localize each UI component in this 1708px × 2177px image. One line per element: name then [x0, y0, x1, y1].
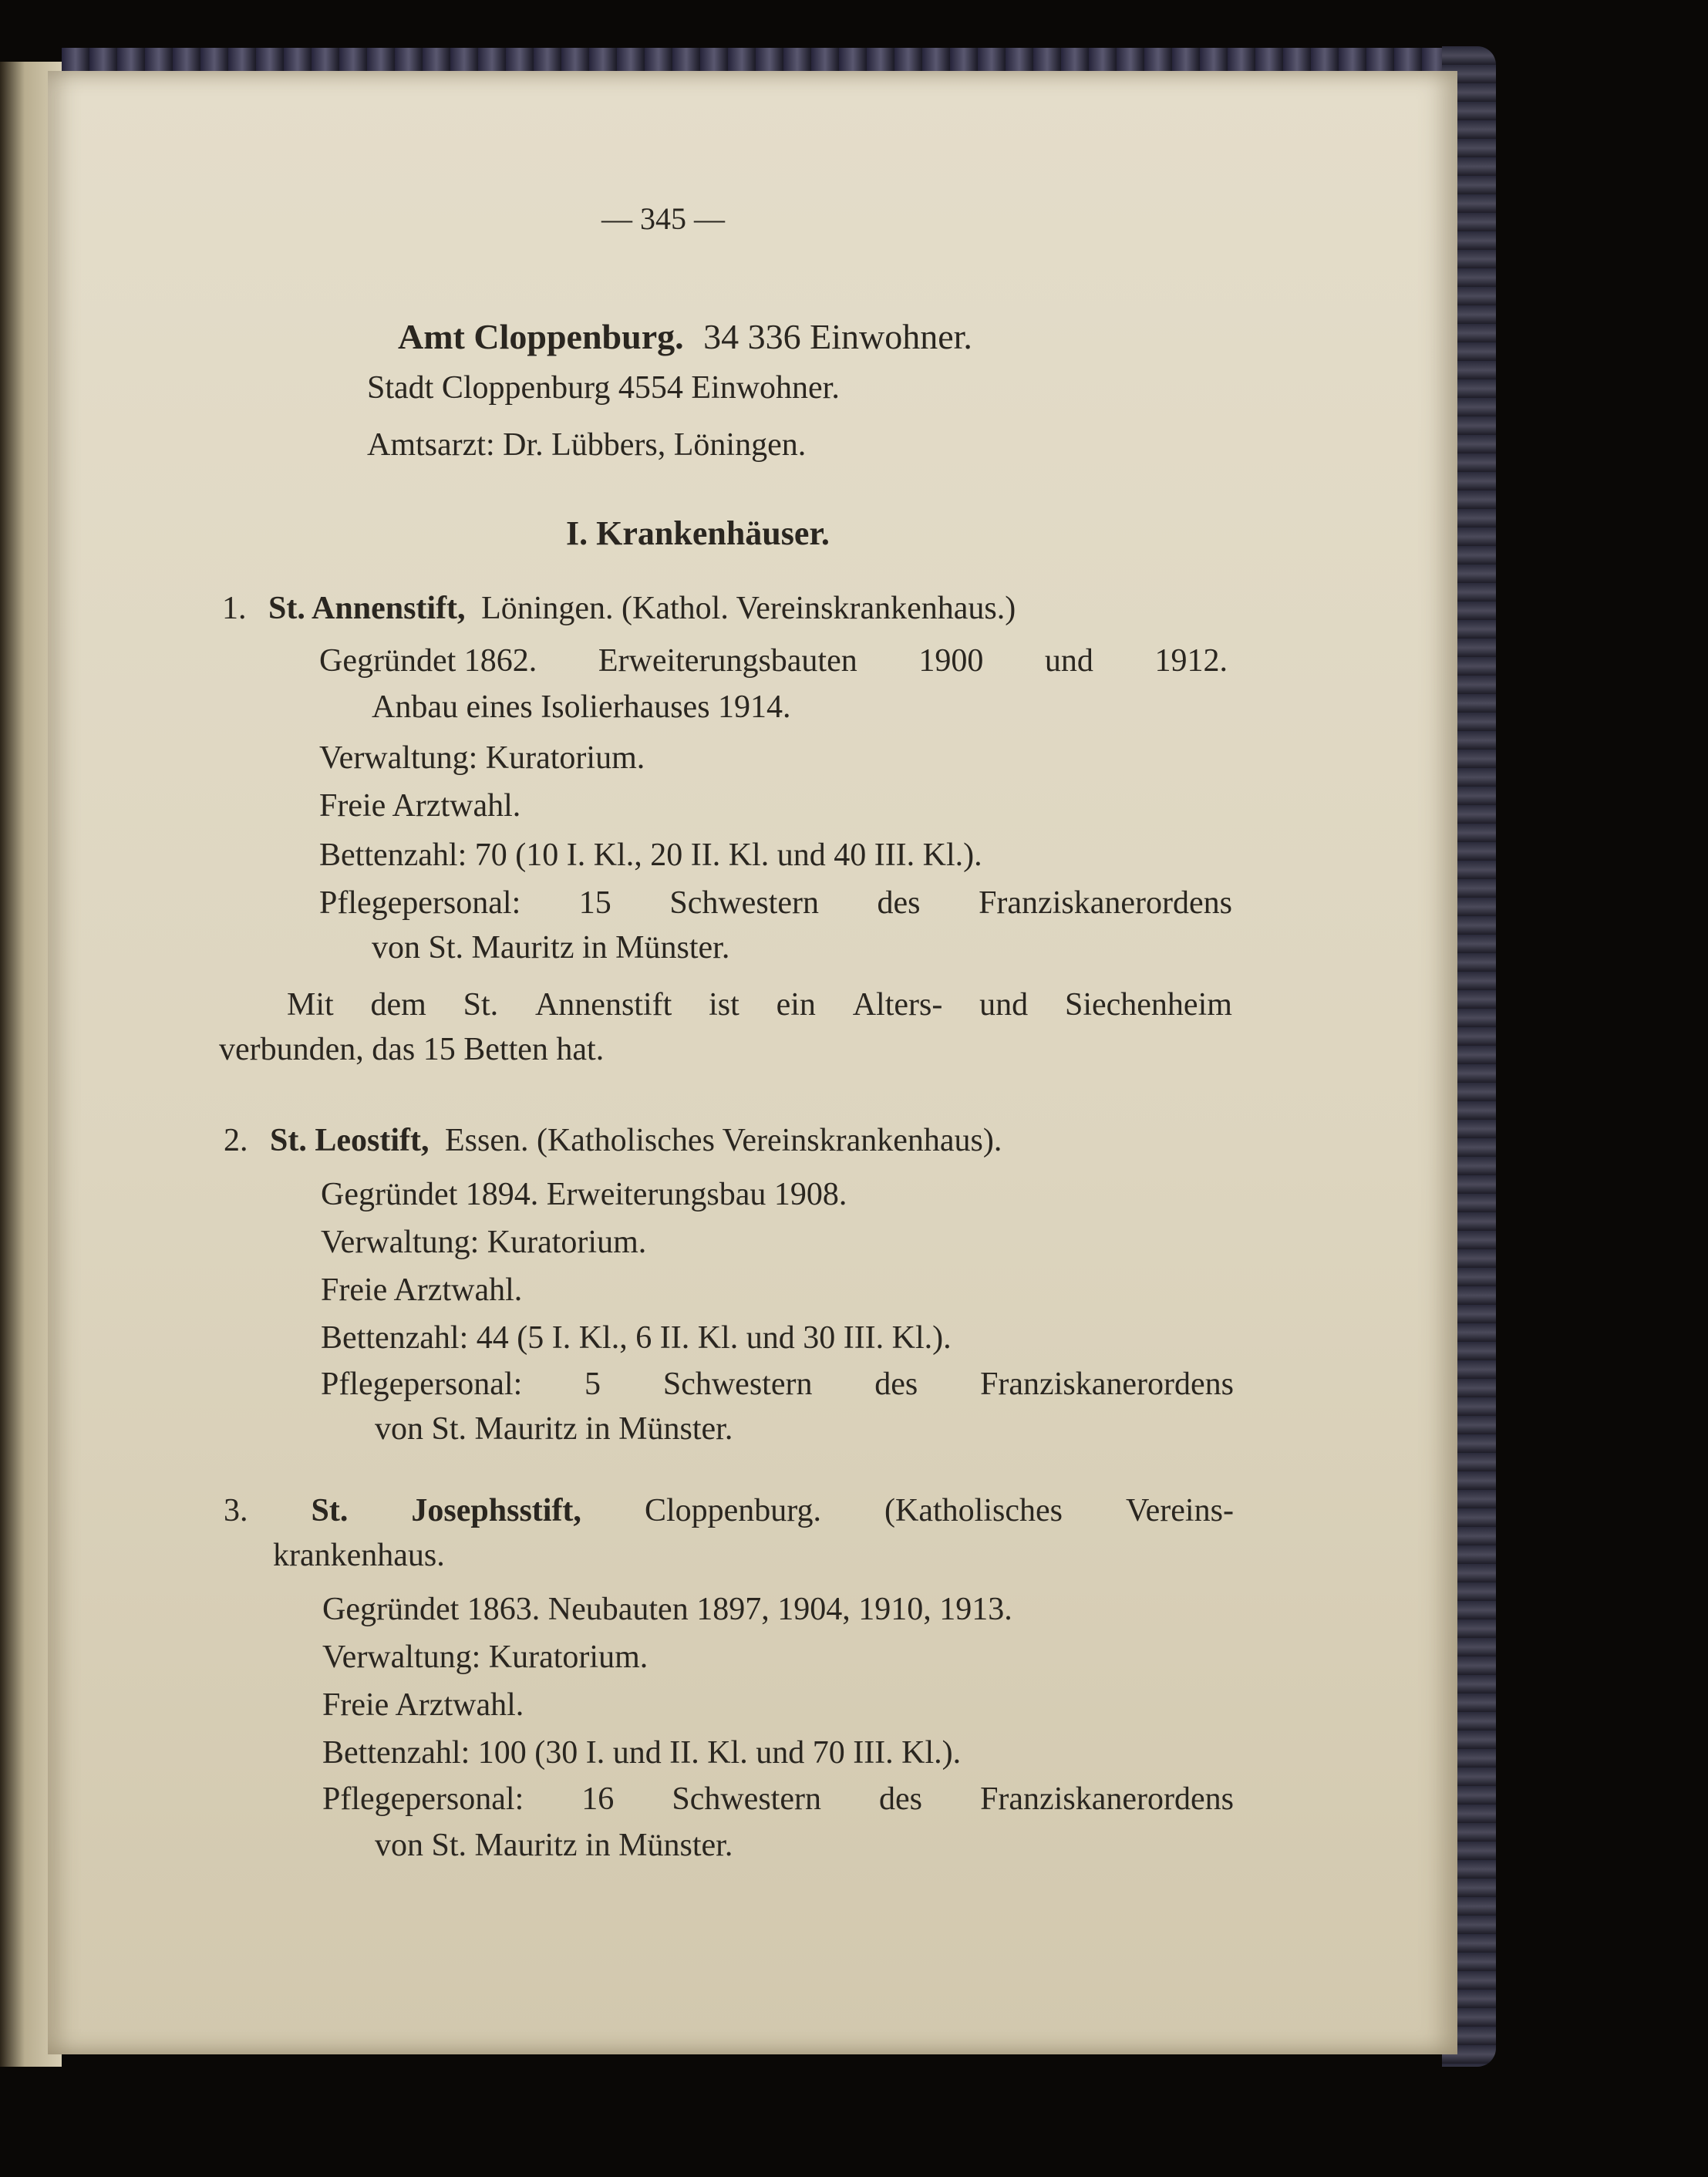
text-segment: und: [979, 987, 1029, 1023]
text-segment: Mit: [287, 987, 334, 1023]
text-segment: des: [879, 1781, 923, 1817]
entry-2-heading: [224, 1124, 1002, 1157]
book-cover-top-edge: [62, 48, 1473, 74]
text-segment: Franziskanerordens: [980, 1781, 1234, 1817]
text-segment: (Katholisches: [884, 1493, 1063, 1528]
entry-name: St. Leostift,: [270, 1123, 430, 1158]
section-title: I. Krankenhäuser.: [566, 514, 830, 552]
amtsarzt-line: Amtsarzt: Dr. Lübbers, Löningen.: [367, 427, 807, 463]
entry-1-staff-continued: von St. Mauritz in Münster.: [372, 930, 730, 965]
amt-heading: [398, 319, 972, 355]
entry-name: St. Annenstift,: [268, 591, 466, 626]
entry-1-administration: Verwaltung: Kuratorium.: [319, 740, 645, 776]
entry-number: 3.: [224, 1493, 248, 1528]
text-segment: Pflegepersonal:: [321, 1367, 523, 1402]
entry-2-staff: [321, 1368, 1234, 1400]
amt-name: Amt Cloppenburg.: [398, 317, 684, 356]
entry-name: Josephsstift,: [411, 1493, 581, 1528]
text-segment: des: [874, 1367, 918, 1402]
entry-3-administration: Verwaltung: Kuratorium.: [322, 1639, 649, 1675]
text-segment: Annenstift: [534, 987, 672, 1023]
text-segment: Gegründet 1862.: [319, 643, 537, 679]
entry-1-annex: Anbau eines Isolierhauses 1914.: [372, 689, 791, 725]
entry-number: 1.: [222, 591, 247, 626]
entry-2-staff-continued: von St. Mauritz in Münster.: [375, 1411, 733, 1447]
amt-population: 34 336 Einwohner.: [703, 317, 972, 356]
entry-3-heading-continued: krankenhaus.: [273, 1538, 445, 1573]
entry-1-founded: [319, 645, 1228, 677]
text-segment: dem: [370, 987, 426, 1023]
entry-1-note-line-2: verbunden, das 15 Betten hat.: [219, 1032, 605, 1067]
text-segment: 1912.: [1154, 643, 1228, 679]
text-segment: und: [1044, 643, 1093, 679]
text-segment: Schwestern: [672, 1781, 821, 1817]
text-segment: Schwestern: [662, 1367, 813, 1402]
book-page: [48, 71, 1457, 2054]
entry-1-beds: Bettenzahl: 70 (10 I. Kl., 20 II. Kl. und 40 III. Kl.).: [319, 837, 982, 873]
text-segment: 15: [578, 885, 611, 921]
entry-3-staff-continued: von St. Mauritz in Münster.: [375, 1828, 733, 1863]
entry-location: Essen. (Katholisches Vereinskrankenhaus).: [444, 1123, 1002, 1158]
text-segment: des: [877, 885, 921, 921]
text-segment: St.: [463, 987, 499, 1023]
stadt-line: Stadt Cloppenburg 4554 Einwohner.: [367, 370, 840, 406]
text-segment: Franziskanerordens: [980, 1367, 1234, 1402]
entry-3-founded: Gegründet 1863. Neubauten 1897, 1904, 1910, 1913.: [322, 1592, 1012, 1627]
text-segment: Siechenheim: [1064, 987, 1232, 1023]
text-segment: Pflegepersonal:: [319, 885, 521, 921]
entry-number: 2.: [224, 1123, 248, 1158]
entry-1-note-line-1: [287, 989, 1232, 1021]
entry-1-heading: [222, 592, 1016, 625]
entry-2-beds: Bettenzahl: 44 (5 I. Kl., 6 II. Kl. und 30 III. Kl.).: [321, 1320, 952, 1356]
text-segment: Franziskanerordens: [979, 885, 1232, 921]
entry-1-staff: [319, 887, 1232, 919]
entry-1-doctor-choice: Freie Arztwahl.: [319, 788, 521, 824]
text-segment: Alters-: [852, 987, 943, 1023]
entry-location: Cloppenburg.: [644, 1493, 821, 1528]
entry-name: St.: [311, 1493, 349, 1528]
text-segment: ist: [709, 987, 739, 1023]
entry-3-beds: Bettenzahl: 100 (30 I. und II. Kl. und 70 III. Kl.).: [322, 1735, 962, 1771]
entry-location: Löningen. (Kathol. Vereinskrankenhaus.): [481, 591, 1016, 626]
text-segment: 16: [581, 1781, 615, 1817]
text-segment: Pflegepersonal:: [322, 1781, 524, 1817]
entry-2-doctor-choice: Freie Arztwahl.: [321, 1272, 523, 1308]
entry-3-doctor-choice: Freie Arztwahl.: [322, 1687, 524, 1723]
entry-2-administration: Verwaltung: Kuratorium.: [321, 1225, 647, 1260]
text-segment: Vereins-: [1125, 1493, 1234, 1528]
entry-3-heading: [224, 1495, 1234, 1527]
entry-3-staff: [322, 1783, 1234, 1815]
text-segment: Erweiterungsbauten: [598, 643, 857, 679]
text-segment: 5: [584, 1367, 601, 1402]
text-segment: 1900: [918, 643, 984, 679]
page-number: — 345 —: [601, 201, 725, 236]
text-segment: Schwestern: [669, 885, 819, 921]
entry-2-founded: Gegründet 1894. Erweiterungsbau 1908.: [321, 1177, 847, 1212]
text-segment: ein: [776, 987, 816, 1023]
